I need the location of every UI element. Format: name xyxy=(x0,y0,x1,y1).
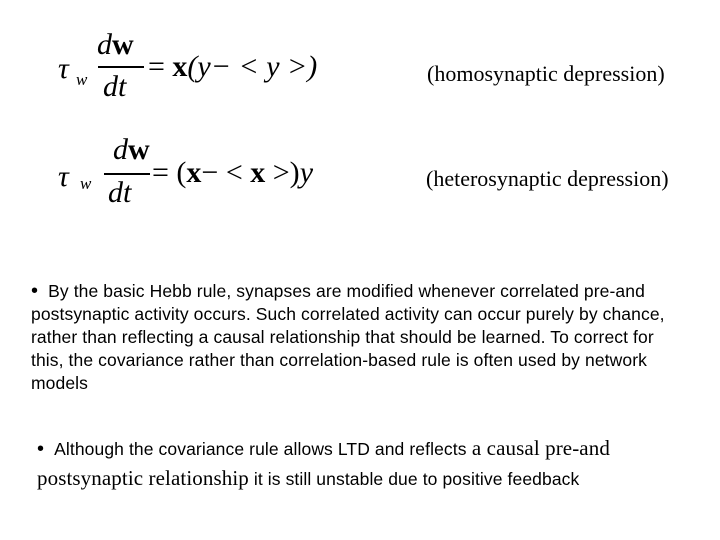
bullet-icon: • xyxy=(37,438,45,460)
fraction-bar xyxy=(98,66,144,68)
fraction-numerator: dw xyxy=(97,28,134,61)
label-homosynaptic: (homosynaptic depression) xyxy=(427,61,665,86)
fraction-bar xyxy=(104,173,150,175)
bullet-text-b: it is still unstable due to positive feedback xyxy=(248,469,580,489)
tau-subscript: w xyxy=(76,70,88,89)
bullet-text: By the basic Hebb rule, synapses are modified whenever correlated pre-and postsynaptic activity occurs. Such correlated activity can occur purely by chance, rather than reflecting a causal relationship that should be learned. To correct for this, the covariance rather than correlation-based rule is often used by network models xyxy=(31,281,665,393)
tau-subscript: w xyxy=(80,174,92,193)
label-heterosynaptic: (heterosynaptic depression) xyxy=(426,166,669,191)
fraction-denominator: dt xyxy=(108,176,132,209)
fraction-numerator: dw xyxy=(113,133,150,166)
equation-rhs: = x(y− < y >) xyxy=(148,50,318,83)
tau-symbol: τ xyxy=(58,160,69,193)
equation-rhs: = (x− < x >)y xyxy=(152,156,314,189)
bullet-covariance-rule xyxy=(37,434,662,494)
fraction-denominator: dt xyxy=(103,70,127,103)
bullet-hebb-rule xyxy=(31,280,691,395)
bullet-text-a: Although the covariance rule allows LTD and reflects xyxy=(54,439,467,459)
bullet-icon: • xyxy=(31,280,39,302)
tau-symbol: τ xyxy=(58,52,69,85)
bullet-text-serif: a causal pre-and postsynaptic relationship xyxy=(37,436,610,490)
